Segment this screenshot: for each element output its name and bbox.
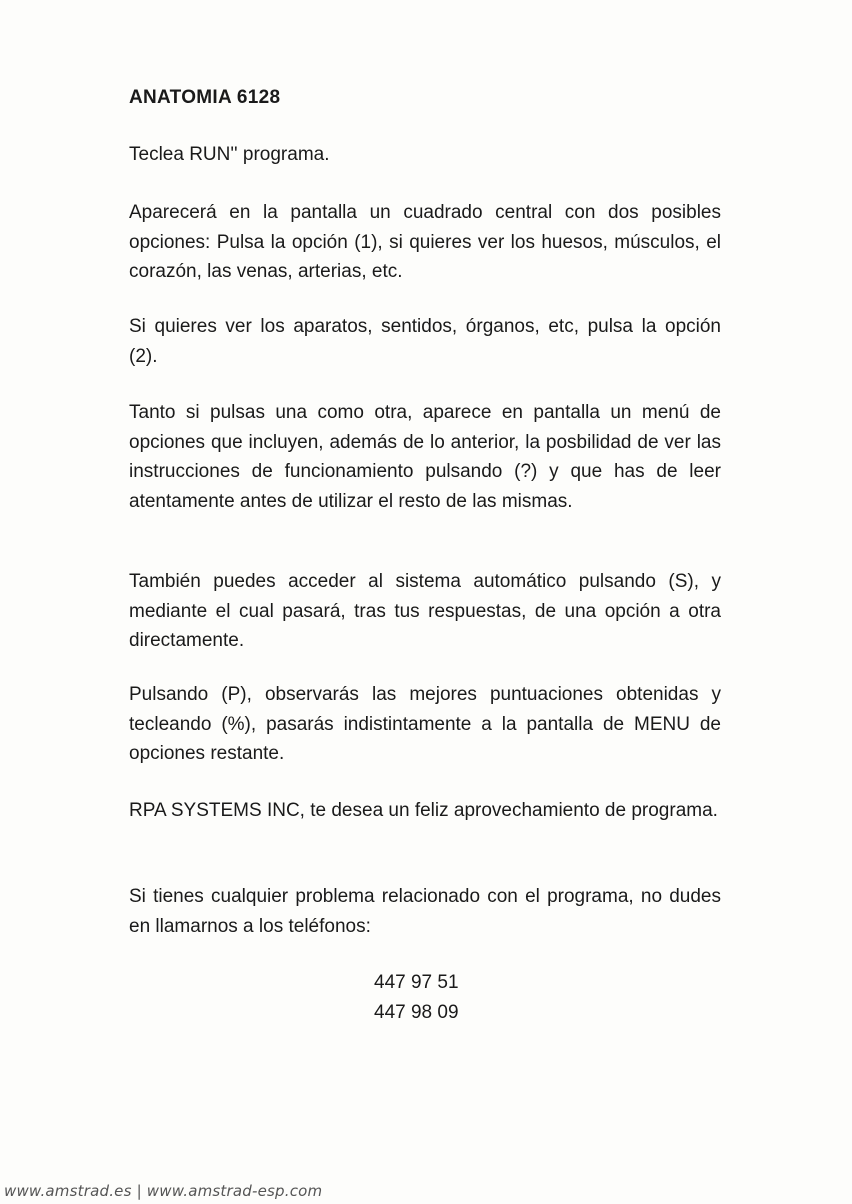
phone-numbers [374,968,459,1027]
paragraph-menu-options: Tanto si pulsas una como otra, aparece en pantalla un menú de opciones que incluyen, además de lo anterior, la posbilidad de ver las instrucciones de funcionamiento pulsando (?) y que has de leer atentamente antes de utilizar el resto de las mismas. [129,402,721,512]
phone-number: 447 98 09 [374,1001,459,1023]
paragraph-automatic-system: También puedes acceder al sistema automático pulsando (S), y mediante el cual pasará, tras tus respuestas, de una opción a otra directamente. [129,571,721,651]
document-title: ANATOMIA 6128 [129,87,281,108]
paragraph-farewell: RPA SYSTEMS INC, te desea un feliz aprovechamiento de programa. [129,800,718,821]
paragraph-scores: Pulsando (P), observarás las mejores puntuaciones obtenidas y tecleando (%), pasarás indistintamente a la pantalla de MENU de opciones restante. [129,684,721,764]
paragraph-run-instruction: Teclea RUN'' programa. [129,144,330,165]
paragraph-option-1: Aparecerá en la pantalla un cuadrado central con dos posibles opciones: Pulsa la opción (1), si quieres ver los huesos, músculos, el corazón, las venas, arterias, etc. [129,202,721,282]
phone-number: 447 97 51 [374,972,459,993]
paragraph-option-2: Si quieres ver los aparatos, sentidos, órganos, etc, pulsa la opción (2). [129,316,721,367]
paragraph-contact: Si tienes cualquier problema relacionado con el programa, no dudes en llamarnos a los teléfonos: [129,886,721,937]
footer-watermark: www.amstrad.es | www.amstrad-esp.com [4,1182,323,1200]
